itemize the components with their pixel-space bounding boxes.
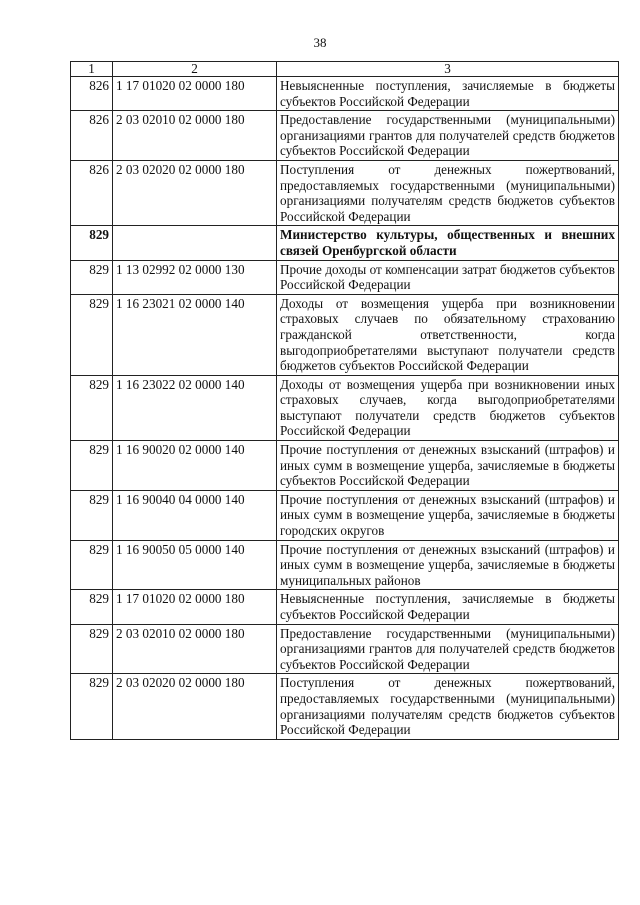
revenue-name-cell: Доходы от возмещения ущерба при возникновении иных страховых случаев, когда выгодоприобретателями выступают получатели средств бюджетов субъектов Российской Федерации <box>277 375 619 440</box>
table-row <box>71 160 619 225</box>
table-row <box>71 624 619 674</box>
column-header-code: 2 <box>113 62 277 77</box>
revenue-name-cell: Невыясненные поступления, зачисляемые в бюджеты субъектов Российской Федерации <box>277 590 619 624</box>
column-header-admin: 1 <box>71 62 113 77</box>
budget-code-cell: 1 16 90050 05 0000 140 <box>113 540 277 590</box>
budget-code-cell: 1 16 90040 04 0000 140 <box>113 490 277 540</box>
admin-code-cell: 829 <box>71 674 113 739</box>
revenue-name-cell: Предоставление государственными (муниципальными) организациями грантов для получателей средств бюджетов субъектов Российской Федерации <box>277 111 619 161</box>
budget-code-cell: 2 03 02010 02 0000 180 <box>113 624 277 674</box>
table-row <box>71 77 619 111</box>
revenue-name-cell: Предоставление государственными (муниципальными) организациями грантов для получателей средств бюджетов субъектов Российской Федерации <box>277 624 619 674</box>
table-row <box>71 590 619 624</box>
table-row <box>71 375 619 440</box>
revenue-name-cell: Прочие доходы от компенсации затрат бюджетов субъектов Российской Федерации <box>277 260 619 294</box>
admin-code-cell: 826 <box>71 160 113 225</box>
admin-code-cell: 826 <box>71 77 113 111</box>
admin-code-cell: 829 <box>71 590 113 624</box>
revenue-name-cell: Невыясненные поступления, зачисляемые в бюджеты субъектов Российской Федерации <box>277 77 619 111</box>
budget-code-cell: 1 17 01020 02 0000 180 <box>113 77 277 111</box>
admin-code-cell: 829 <box>71 294 113 375</box>
budget-code-cell: 1 16 23021 02 0000 140 <box>113 294 277 375</box>
revenue-name-cell: Прочие поступления от денежных взысканий (штрафов) и иных сумм в возмещение ущерба, зачисляемые в бюджеты муниципальных районов <box>277 540 619 590</box>
admin-code-cell: 829 <box>71 441 113 491</box>
table-body <box>71 77 619 740</box>
admin-code-cell: 829 <box>71 624 113 674</box>
revenue-name-cell: Доходы от возмещения ущерба при возникновении страховых случаев по обязательному страхованию гражданской ответственности, когда выгодоприобретателями выступают получатели средств бюджетов субъектов Российской Федерации <box>277 294 619 375</box>
table-row <box>71 441 619 491</box>
admin-code-cell: 829 <box>71 226 113 260</box>
budget-code-cell: 2 03 02010 02 0000 180 <box>113 111 277 161</box>
column-header-name: 3 <box>277 62 619 77</box>
ministry-heading-row <box>71 226 619 260</box>
revenue-name-cell: Прочие поступления от денежных взысканий (штрафов) и иных сумм в возмещение ущерба, зачисляемые в бюджеты субъектов Российской Федерации <box>277 441 619 491</box>
table-row <box>71 490 619 540</box>
budget-code-cell: 2 03 02020 02 0000 180 <box>113 160 277 225</box>
budget-code-cell <box>113 226 277 260</box>
budget-code-cell: 1 13 02992 02 0000 130 <box>113 260 277 294</box>
admin-code-cell: 829 <box>71 540 113 590</box>
table-row <box>71 674 619 739</box>
admin-code-cell: 829 <box>71 260 113 294</box>
revenue-name-cell: Поступления от денежных пожертвований, предоставляемых государственными (муниципальными) организациями получателям средств бюджетов субъектов Российской Федерации <box>277 674 619 739</box>
table-row <box>71 111 619 161</box>
ministry-name-cell: Министерство культуры, общественных и внешних связей Оренбургской области <box>277 226 619 260</box>
revenue-name-cell: Прочие поступления от денежных взысканий (штрафов) и иных сумм в возмещение ущерба, зачисляемые в бюджеты городских округов <box>277 490 619 540</box>
table-row <box>71 294 619 375</box>
table-row <box>71 260 619 294</box>
admin-code-cell: 829 <box>71 375 113 440</box>
revenue-name-cell: Поступления от денежных пожертвований, предоставляемых государственными (муниципальными) организациями получателям средств бюджетов субъектов Российской Федерации <box>277 160 619 225</box>
table-header-row <box>71 62 619 77</box>
admin-code-cell: 826 <box>71 111 113 161</box>
budget-code-cell: 1 16 90020 02 0000 140 <box>113 441 277 491</box>
budget-code-cell: 1 17 01020 02 0000 180 <box>113 590 277 624</box>
page-number: 38 <box>313 35 327 50</box>
budget-code-cell: 1 16 23022 02 0000 140 <box>113 375 277 440</box>
budget-code-cell: 2 03 02020 02 0000 180 <box>113 674 277 739</box>
table-row <box>71 540 619 590</box>
budget-revenue-table <box>70 61 619 740</box>
admin-code-cell: 829 <box>71 490 113 540</box>
